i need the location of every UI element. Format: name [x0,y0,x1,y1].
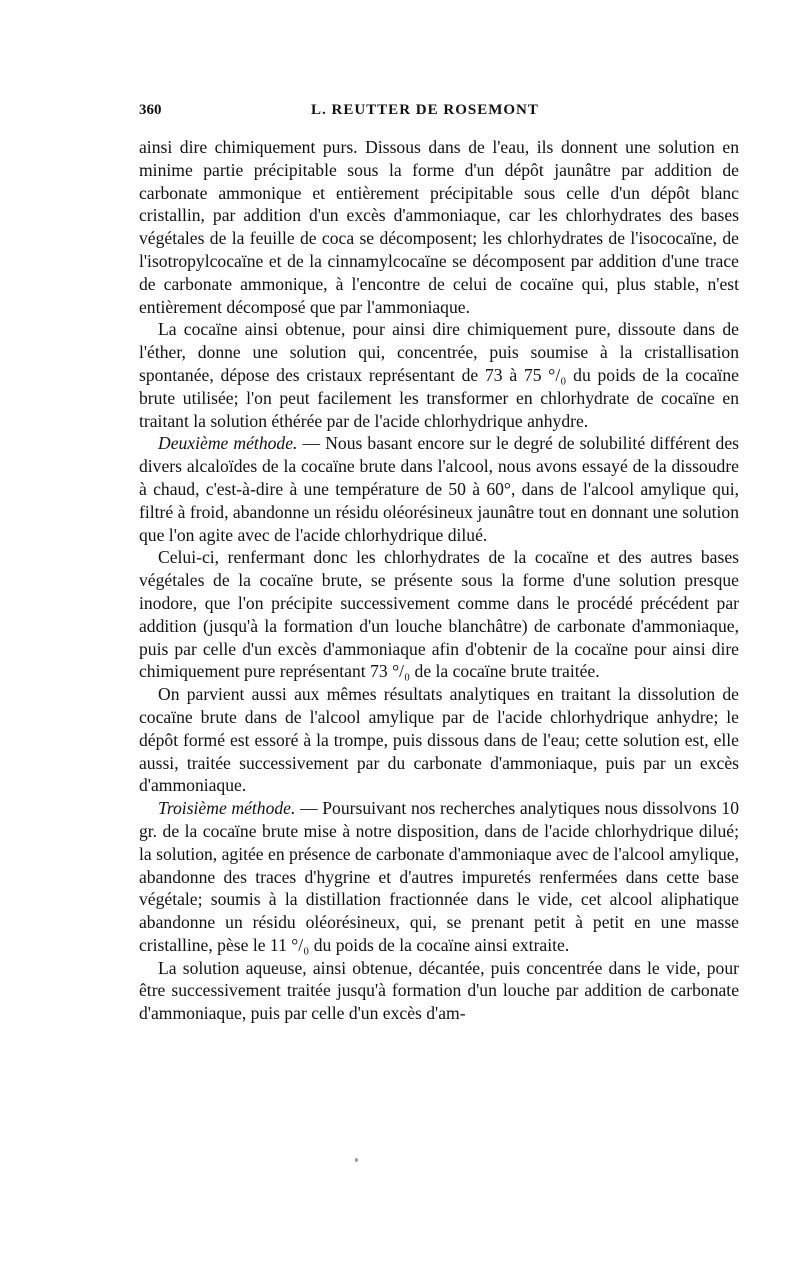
paragraph-text: — Poursuivant nos recherches analytiques nous dissolvons 10 gr. de la cocaïne brute mise à notre disposition, dans de l'acide chlorhydrique dilué; la solution, agitée en présence de carbonate d'ammoniaque avec de l'alcool amylique, abandonne des traces d'hygrine et d'autres impuretés renfermées dans cette base végétale; soumis à la distillation fractionnée dans le vide, cet alcool aliphatique abandonne un résidu oléorésineux, qui, se prenant petit à petit en une masse cristalline, pèse le 11 °/₀ du poids de la cocaïne ainsi extraite. [139,798,739,955]
paragraph-4 [139,546,739,683]
paragraph-6 [139,797,739,957]
paragraph-text: La solution aqueuse, ainsi obtenue, décantée, puis concentrée dans le vide, pour être successivement traitée jusqu'à formation d'un louche par addition de carbonate d'ammoniaque, puis par celle d'un excès d'am- [139,957,739,1024]
paragraph-5 [139,683,739,797]
running-head: L. REUTTER DE ROSEMONT [311,102,539,118]
page-number: 360 [139,102,162,118]
paragraph-text: On parvient aussi aux mêmes résultats analytiques en traitant la dissolution de cocaïne brute dans de l'alcool amylique par de l'acide chlorhydrique anhydre; le dépôt formé est essoré à la trompe, puis dissous dans de l'eau; cette solution est, elle aussi, traitée successivement par du carbonate d'ammoniaque, puis par un excès d'ammoniaque. [139,684,739,796]
page-header [139,100,739,126]
section-lead: Troisième méthode. [158,798,296,819]
section-lead: Deuxième méthode. [158,433,298,454]
paragraph-text: Celui-ci, renfermant donc les chlorhydrates de la cocaïne et des autres bases végétales de la cocaïne brute, se présente sous la forme d'une solution presque inodore, que l'on précipite successivement comme dans le procédé précédent par addition (jusqu'à la formation d'un louche blanchâtre) de carbonate d'ammoniaque, puis par celle d'un excès d'ammoniaque afin d'obtenir de la cocaïne pour ainsi dire chimiquement pure représentant 73 °/₀ de la cocaïne brute traitée. [139,547,739,682]
print-speck [355,1158,358,1162]
paragraph-2 [139,318,739,432]
paragraph-3 [139,432,739,546]
paragraph-text: ainsi dire chimiquement purs. Dissous dans de l'eau, ils donnent une solution en minime partie précipitable sous la forme d'un dépôt jaunâtre par addition de carbonate ammonique et entièrement précipitable sous celle d'un dépôt blanc cristallin, par addition d'un excès d'ammoniaque, car les chlorhydrates des bases végétales de la feuille de coca se décomposent; les chlorhydrates de l'isococaïne, de l'isotropylcocaïne et de la cinnamylcocaïne se décomposent par addition d'une trace de carbonate ammonique, à l'encontre de celui de cocaïne qui, plus stable, n'est entièrement décomposé que par l'ammoniaque. [139,137,739,317]
paragraph-text: — Nous basant encore sur le degré de solubilité différent des divers alcaloïdes de la cocaïne brute dans l'alcool, nous avons essayé de la dissoudre à chaud, c'est-à-dire à une température de 50 à 60°, dans de l'alcool amylique qui, filtré à froid, abandonne un résidu oléorésineux jaunâtre tout en donnant une solution que l'on agite avec de l'acide chlorhydrique dilué. [139,433,739,545]
paragraph-1 [139,136,739,318]
paragraph-7 [139,957,739,1025]
body-text [139,136,739,1025]
paragraph-text: La cocaïne ainsi obtenue, pour ainsi dire chimiquement pure, dissoute dans de l'éther, donne une solution qui, concentrée, puis soumise à la cristallisation spontanée, dépose des cristaux représentant de 73 à 75 °/₀ du poids de la cocaïne brute utilisée; l'on peut facilement les transformer en chlorhydrate de cocaïne en traitant la solution éthérée par de l'acide chlorhydrique anhydre. [139,319,739,431]
